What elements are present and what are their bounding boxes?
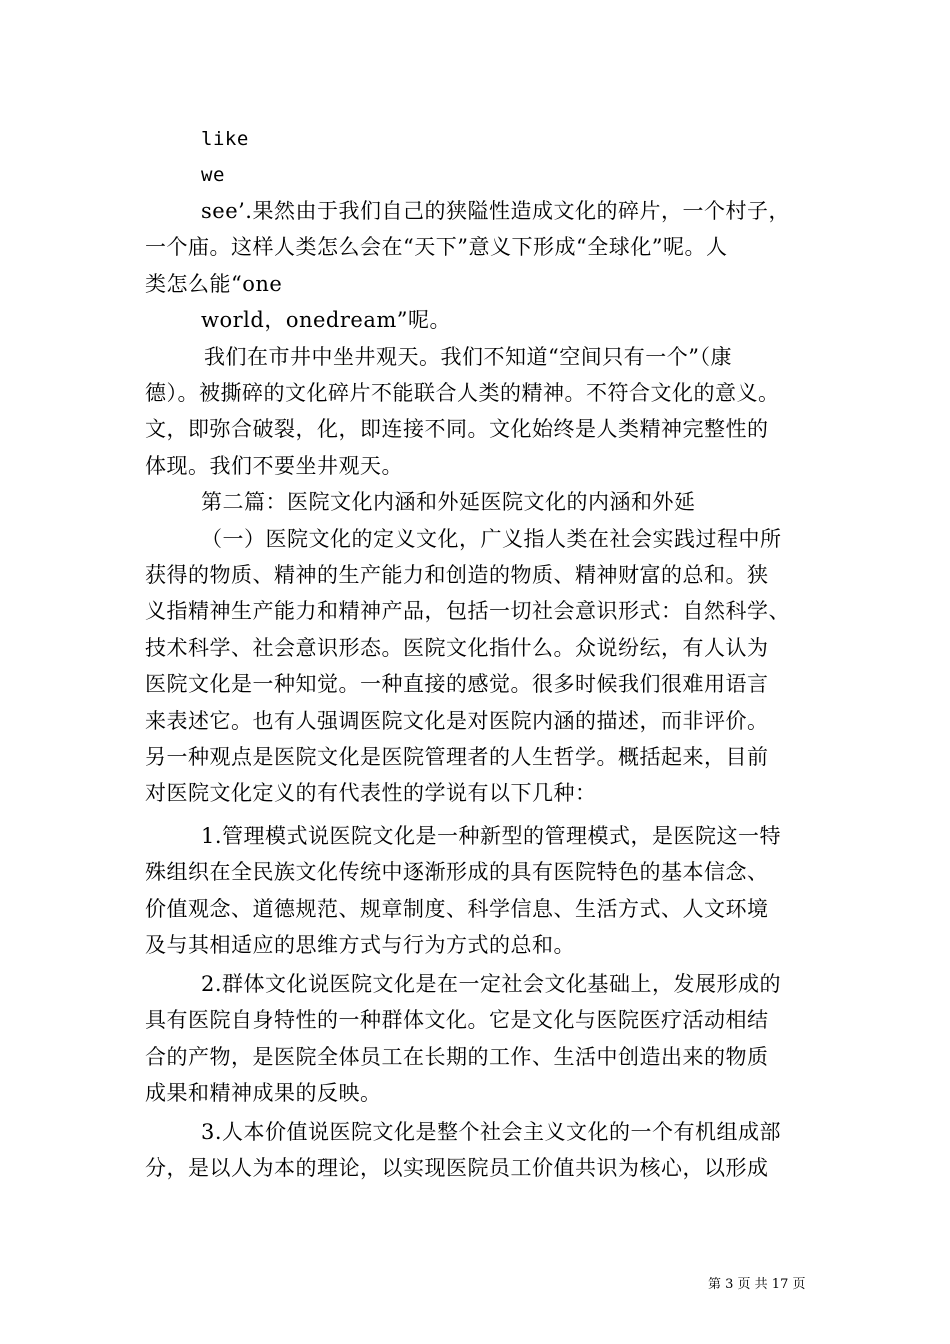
text-line: 对医院文化定义的有代表性的学说有以下几种： [145,781,597,805]
text-line: 类怎么能“one [145,272,283,296]
text-line: 德）。被撕碎的文化碎片不能联合人类的精神。不符合文化的意义。 [145,381,780,405]
text-line: see’.果然由于我们自己的狭隘性造成文化的碎片，一个村子， [201,199,790,223]
text-line: 技术科学、社会意识形态。医院文化指什么。众说纷纭，有人认为 [145,636,769,660]
text-line: 体现。我们不要坐井观天。 [145,454,403,478]
text-line: 医院文化是一种知觉。一种直接的感觉。很多时候我们很难用语言 [145,672,769,696]
text-line: 价值观念、道德规范、规章制度、科学信息、生活方式、人文环境 [145,897,769,921]
text-line: world，onedream”呢。 [201,308,451,332]
text-line: 另一种观点是医院文化是医院管理者的人生哲学。概括起来，目前 [145,745,769,769]
text-line: like [201,128,249,150]
text-line: 义指精神生产能力和精神产品，包括一切社会意识形式：自然科学、 [145,599,790,623]
text-line: 获得的物质、精神的生产能力和创造的物质、精神财富的总和。狭 [145,563,769,587]
text-line: 及与其相适应的思维方式与行为方式的总和。 [145,933,575,957]
text-line: 我们在市井中坐井观天。我们不知道“空间只有一个”（康 [204,345,732,369]
text-line: 1.管理模式说医院文化是一种新型的管理模式，是医院这一特 [201,824,782,848]
text-line: 分，是以人为本的理论，以实现医院员工价值共识为核心，以形成 [145,1156,769,1180]
text-line: 来表述它。也有人强调医院文化是对医院内涵的描述，而非评价。 [145,709,769,733]
text-line: 殊组织在全民族文化传统中逐渐形成的具有医院特色的基本信念、 [145,860,769,884]
text-line: 合的产物，是医院全体员工在长期的工作、生活中创造出来的物质 [145,1045,769,1069]
text-line: 2.群体文化说医院文化是在一定社会文化基础上，发展形成的 [201,972,782,996]
text-line: （一）医院文化的定义文化，广义指人类在社会实践过程中所 [201,527,782,551]
text-line: 3.人本价值说医院文化是整个社会主义文化的一个有机组成部 [201,1120,782,1144]
text-line: we [201,164,225,186]
text-line: 成果和精神成果的反映。 [145,1081,382,1105]
section-heading: 第二篇：医院文化内涵和外延医院文化的内涵和外延 [201,490,696,514]
text-line: 文，即弥合破裂，化，即连接不同。文化始终是人类精神完整性的 [145,417,769,441]
page-number-footer: 第 3 页 共 17 页 [708,1277,806,1292]
text-line: 一个庙。这样人类怎么会在“天下”意义下形成“全球化”呢。人 [145,235,728,259]
text-line: 具有医院自身特性的一种群体文化。它是文化与医院医疗活动相结 [145,1008,769,1032]
